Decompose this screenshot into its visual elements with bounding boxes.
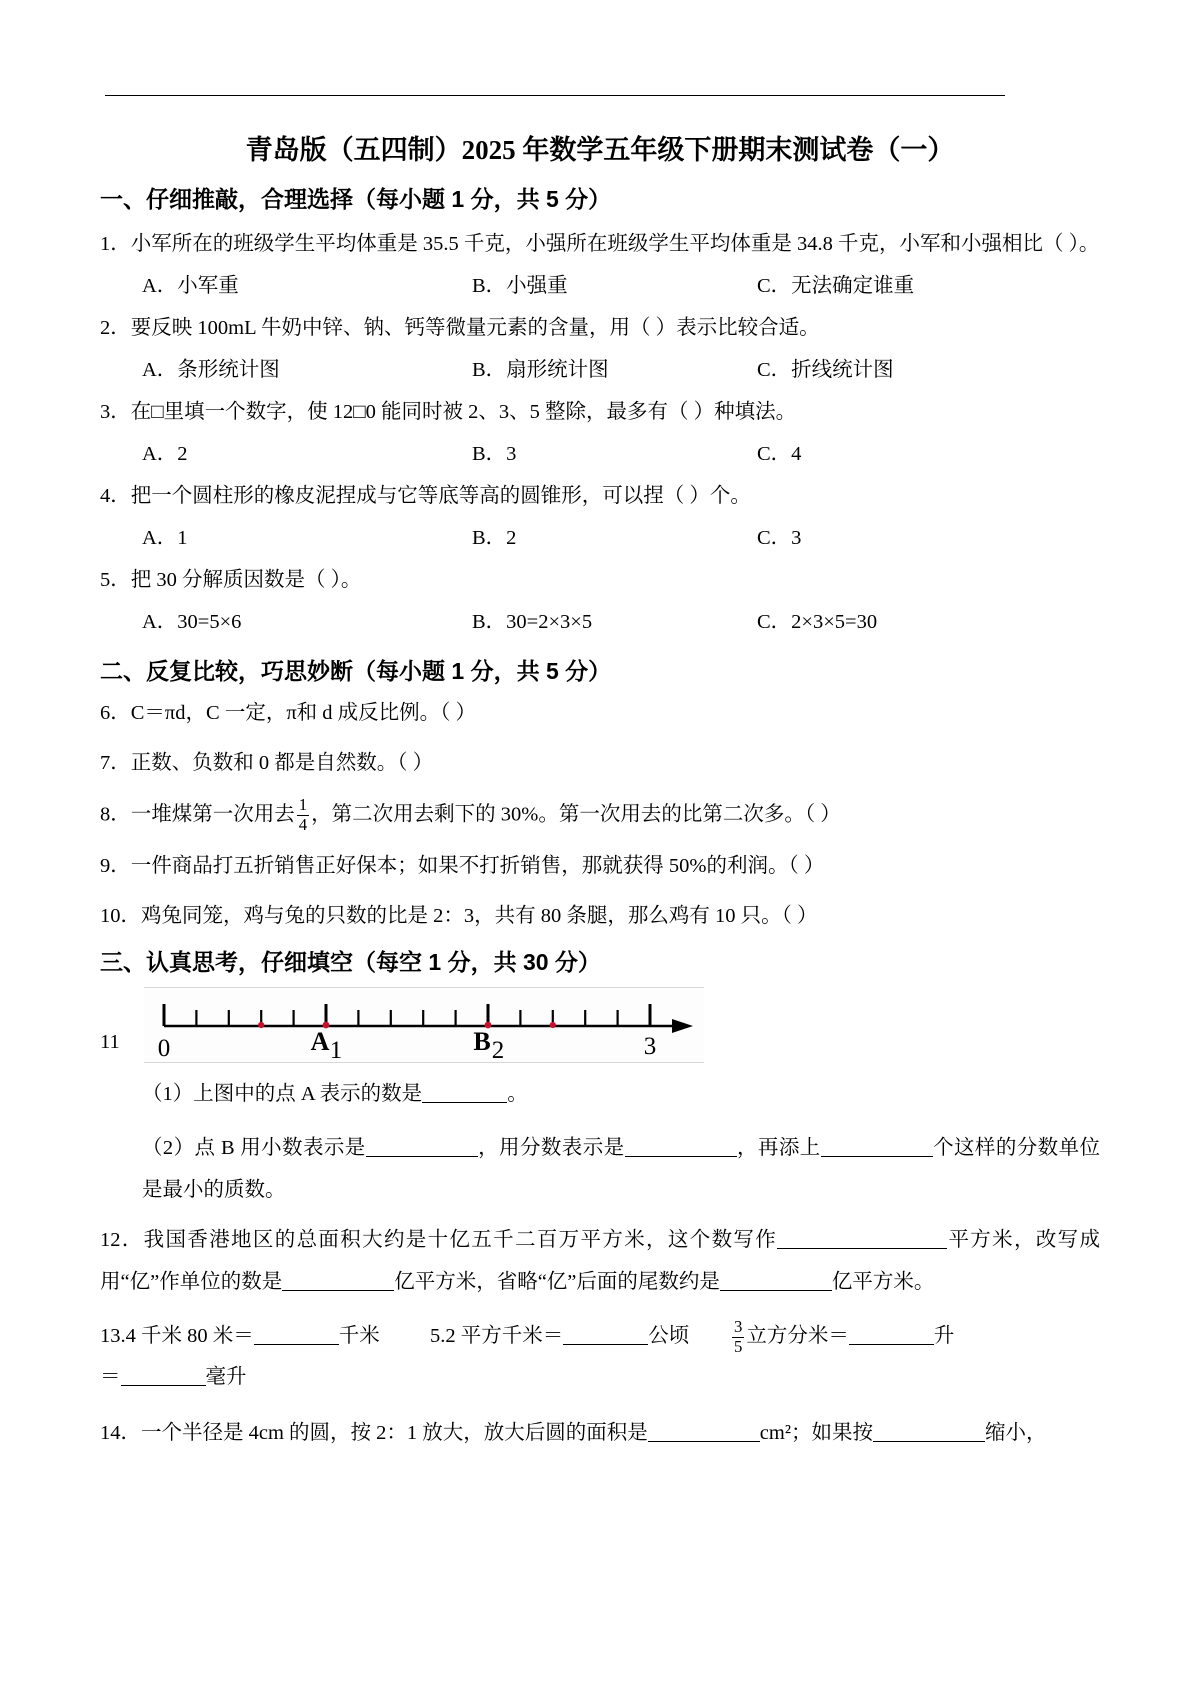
question-1 (100, 223, 1100, 265)
number-line-svg (144, 988, 704, 1062)
point-label-b: B (473, 1027, 491, 1057)
answer-blank[interactable] (422, 1102, 507, 1103)
question-8-fraction (297, 796, 309, 835)
answer-blank[interactable] (849, 1344, 934, 1345)
question-14-number: 14 (100, 1422, 121, 1445)
answer-blank[interactable] (648, 1441, 760, 1442)
question-12-part-1: ．我国香港地区的总面积大约是十亿五千二百万平方米，这个数写作 (120, 1229, 778, 1252)
question-4-number: 4 (100, 485, 111, 508)
red-mark-1 (258, 1022, 264, 1028)
question-8-text-before: ．一堆煤第一次用去 (110, 803, 295, 826)
question-1-option-a[interactable]: A．小军重 (142, 275, 239, 298)
question-12-part-4: 亿平方米。 (831, 1271, 935, 1294)
question-1-text: ．小军所在的班级学生平均体重是 35.5 千克，小强所在班级学生平均体重是 34.8 千克，小军和小强相比（ ）。 (110, 233, 1100, 256)
question-2-number: 2 (100, 317, 111, 340)
question-7 (100, 746, 1100, 782)
question-11-number: 11 (100, 1030, 120, 1053)
question-8-text-after: ，第二次用去剩下的 30%。第一次用去的比第二次多。（ ） (311, 803, 841, 826)
answer-blank[interactable] (777, 1248, 947, 1249)
answer-blank[interactable] (873, 1441, 985, 1442)
item-3-lead: 立方分米＝ (746, 1325, 849, 1348)
section-heading-3: 三、认真思考，仔细填空（每空 1 分，共 30 分） (100, 949, 601, 976)
question-12-number: 12 (100, 1229, 121, 1252)
question-5-number: 5 (100, 569, 111, 592)
question-6 (100, 696, 1100, 732)
question-10-number: 10 (100, 904, 121, 927)
question-11-sub-1 (100, 1073, 1100, 1115)
question-2-option-a[interactable]: A．条形统计图 (142, 359, 280, 382)
answer-blank[interactable] (720, 1290, 832, 1291)
question-11 (100, 987, 1100, 1063)
item-3-unit: 升 (933, 1325, 955, 1348)
question-1-number: 1 (100, 233, 111, 256)
document-body (100, 130, 1100, 1454)
question-10 (100, 899, 1100, 935)
question-8 (100, 796, 1100, 835)
fraction-denominator: 4 (298, 814, 308, 834)
sub-1-label: （1） (142, 1083, 194, 1106)
answer-blank[interactable] (563, 1344, 648, 1345)
question-2-options (100, 349, 1100, 391)
axis-label-2: 2 (491, 1037, 505, 1063)
question-14 (100, 1412, 1100, 1454)
question-3-option-c[interactable]: C．4 (757, 443, 802, 466)
question-3-option-a[interactable]: A．2 (142, 443, 188, 466)
question-9 (100, 849, 1100, 885)
axis-label-3: 3 (643, 1033, 657, 1061)
answer-blank[interactable] (121, 1385, 206, 1386)
answer-blank[interactable] (254, 1344, 339, 1345)
item-2-lead: 5.2 平方千米＝ (430, 1325, 564, 1348)
question-5-option-a[interactable]: A．30=5×6 (142, 611, 242, 634)
sub-1-text-after: 。 (507, 1083, 528, 1106)
question-12-part-3: 亿平方米，省略“亿”后面的尾数约是 (394, 1271, 720, 1294)
question-3-options (100, 433, 1100, 475)
question-8-number: 8 (100, 803, 111, 826)
question-13-item-3 (730, 1313, 1100, 1360)
page-title: 青岛版（五四制）2025 年数学五年级下册期末测试卷（一） (245, 135, 955, 165)
question-4-option-a[interactable]: A．1 (142, 527, 188, 550)
question-5-option-b[interactable]: B．30=2×3×5 (472, 611, 593, 634)
item-1-lead: .4 千米 80 米＝ (120, 1325, 254, 1348)
number-line-figure (144, 987, 704, 1063)
section-heading-2: 二、反复比较，巧思妙断（每小题 1 分，共 5 分） (100, 658, 612, 685)
red-mark-2 (550, 1022, 556, 1028)
question-4 (100, 475, 1100, 517)
answer-blank[interactable] (821, 1156, 933, 1157)
question-3-option-b[interactable]: B．3 (472, 443, 517, 466)
question-3-text: ．在□里填一个数字，使 12□0 能同时被 2、3、5 整除，最多有（ ）种填法。 (110, 401, 797, 424)
question-12-part-2: 平方米，改写成用“亿”作单位的数是 (100, 1229, 1101, 1294)
question-1-option-b[interactable]: B．小强重 (472, 275, 568, 298)
item-2-unit: 公顷 (648, 1325, 690, 1348)
sub-2-part-2: ，用分数表示是 (477, 1137, 625, 1160)
question-4-options (100, 517, 1100, 559)
question-5-options (100, 601, 1100, 643)
question-5-text: ．把 30 分解质因数是（ ）。 (110, 569, 362, 592)
question-13-item-2 (430, 1313, 730, 1360)
header-rule (105, 95, 1005, 96)
question-3-number: 3 (100, 401, 111, 424)
section-heading-1: 一、仔细推敲，合理选择（每小题 1 分，共 5 分） (100, 185, 612, 212)
question-4-option-b[interactable]: B．2 (472, 527, 517, 550)
question-6-text: ．C＝πd，C 一定，π和 d 成反比例。（ ） (110, 702, 477, 725)
sub-2-part-1: 点 B 用小数表示是 (194, 1137, 366, 1160)
point-label-a: A (310, 1027, 330, 1057)
sub-2-label: （2） (142, 1137, 195, 1160)
question-2-option-c[interactable]: C．折线统计图 (757, 359, 894, 382)
question-13 (100, 1313, 1100, 1360)
question-13-continued (100, 1360, 1100, 1396)
question-2-text: ．要反映 100mL 牛奶中锌、钠、钙等微量元素的含量，用（ ）表示比较合适。 (110, 317, 820, 340)
question-2 (100, 307, 1100, 349)
question-1-options (100, 265, 1100, 307)
fraction-numerator: 3 (734, 1316, 743, 1336)
question-3 (100, 391, 1100, 433)
answer-blank[interactable] (282, 1290, 394, 1291)
item-3-fraction (732, 1318, 744, 1357)
question-14-part-3: 缩小， (985, 1422, 1047, 1445)
answer-blank[interactable] (625, 1156, 737, 1157)
question-5-option-c[interactable]: C．2×3×5=30 (757, 611, 878, 634)
answer-blank[interactable] (366, 1156, 478, 1157)
question-11-sub-2 (100, 1127, 1100, 1211)
question-12 (100, 1219, 1100, 1303)
question-7-number: 7 (100, 752, 111, 775)
question-6-number: 6 (100, 702, 111, 725)
fraction-denominator: 5 (734, 1336, 743, 1356)
question-7-text: ．正数、负数和 0 都是自然数。（ ） (110, 752, 434, 775)
question-13-number: 13 (100, 1325, 121, 1348)
axis-label-1: 1 (329, 1037, 343, 1063)
item-1-unit: 千米 (338, 1325, 380, 1348)
question-1-option-c[interactable]: C．无法确定谁重 (757, 275, 915, 298)
question-14-part-1: ．一个半径是 4cm 的圆，按 2：1 放大，放大后圆的面积是 (120, 1422, 648, 1445)
question-10-text: ．鸡兔同笼，鸡与兔的只数的比是 2：3，共有 80 条腿，那么鸡有 10 只。（ ） (120, 904, 818, 927)
sub-2-part-3: ，再添上 (736, 1137, 821, 1160)
question-13-item-1 (100, 1313, 430, 1360)
sub-2-part-4: 个这样的分数单位是最小的质数。 (142, 1137, 1101, 1202)
sub-1-text-before: 上图中的点 A 表示的数是 (193, 1083, 423, 1106)
question-9-number: 9 (100, 854, 111, 877)
question-4-text: ．把一个圆柱形的橡皮泥捏成与它等底等高的圆锥形，可以捏（ ）个。 (110, 485, 751, 508)
question-9-text: ．一件商品打五折销售正好保本；如果不打折销售，那就获得 50%的利润。（ ） (110, 854, 825, 877)
item-4-lead: ＝ (100, 1366, 121, 1389)
question-2-option-b[interactable]: B．扇形统计图 (472, 359, 609, 382)
item-4-unit: 毫升 (205, 1366, 247, 1389)
question-14-part-2: cm²；如果按 (759, 1422, 873, 1445)
fraction-numerator: 1 (298, 795, 308, 814)
question-4-option-c[interactable]: C．3 (757, 527, 802, 550)
question-5 (100, 559, 1100, 601)
axis-label-0: 0 (157, 1035, 171, 1063)
